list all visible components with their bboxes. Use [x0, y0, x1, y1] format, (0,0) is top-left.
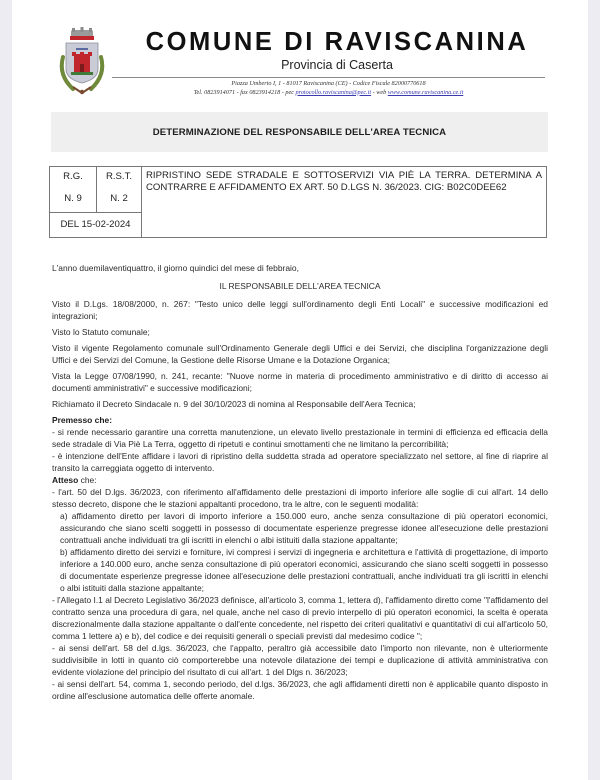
- website-link[interactable]: www.comune.raviscanina.ce.it: [387, 88, 464, 96]
- rst-cell: [97, 167, 142, 213]
- rg-cell: [50, 167, 97, 213]
- visto-regolamento: Visto il vigente Regolamento comunale sull'Ordinamento Generale degli Uffici e dei Servizi, che disciplina l'organizzazione degli Uffici e dei Servizi del Comune, la Gestione delle Risorse Umane e la Dotazione Organica;: [52, 343, 548, 365]
- determination-banner: [51, 112, 548, 152]
- rst-number: N. 2: [110, 193, 128, 204]
- premesso-heading: Premesso che:: [52, 415, 113, 425]
- municipality-title: COMUNE DI RAVISCANINA: [145, 28, 529, 56]
- responsible-heading: IL RESPONSABILE DELL'AREA TECNICA: [219, 281, 381, 291]
- atteso-item: - l'art. 50 del D.lgs. 36/2023, con riferimento all'affidamento delle prestazioni di importo inferiore alle soglie di cui all'art. 14 dello stesso decreto, dispone che le stazioni appaltanti procedono, tra le altre, con le seguenti modalità:: [52, 487, 548, 509]
- pec-link[interactable]: protocollo.raviscanina@pec.it: [295, 88, 372, 96]
- atteso-item: - l'Allegato I.1 al Decreto Legislativo 36/2023 definisce, all'articolo 3, comma 1, lettera d), l'affidamento diretto come "l'affidamento del contratto senza una procedura di gara, nel quale, anche nel caso di previo interpello di più operatori economici, la scelta è operata discrezionalmente dalla stazione appaltante o dall'ente concedente, nel rispetto dei criteri qualitativi e quantitativi di cui all'articolo 50, comma 1 lettere a) e b), del codice e dei requisiti generali o speciali previsti dal medesimo codice ";: [52, 595, 548, 641]
- address-line: Piazza Umberto I, 1 - 81017 Raviscanina (CE) - Codice Fiscale 82000770618: [231, 80, 426, 87]
- coat-of-arms-icon: [55, 27, 109, 99]
- rst-label: R.S.T.: [105, 171, 133, 182]
- header-divider: [112, 77, 545, 78]
- vista-legge-241: Vista la Legge 07/08/1990, n. 241, recante: "Nuove norme in materia di procedimento amministrativo e di diritto di accesso ai documenti amministrativi" e successive modificazioni;: [52, 371, 548, 393]
- atteso-heading: [52, 474, 548, 486]
- atteso-item: - ai sensi dell'art. 54, comma 1, secondo periodo, del d.lgs. 36/2023, che agli affidamenti diretti non è applicabile quanto disposto in ordine all'esclusione automatica delle offerte anomale.: [52, 679, 548, 701]
- header-address-block: [112, 80, 545, 98]
- contact-line: [112, 89, 545, 98]
- date-cell: DEL 15-02-2024: [50, 213, 142, 237]
- atteso-item: - ai sensi dell'art. 58 del d.lgs. 36/2023, che l'appalto, peraltro già accessibile dato l'importo non rilevante, non è ulteriormente suddivisibile in lotti in quanto ciò comporterebbe una notevole dilatazione dei tempi e duplicazione di attività amministrativa con evidente violazione del principio del risultato di cui all'art. 1 del Dlgs n. 36/2023;: [52, 643, 548, 677]
- rg-number: N. 9: [64, 193, 82, 204]
- opening-line: L'anno duemilaventiquattro, il giorno quindici del mese di febbraio,: [52, 263, 299, 273]
- contact-prefix: Tel. 0823914071 - fax 0823914218 - pec: [193, 88, 296, 96]
- atteso-bold: Atteso: [52, 475, 79, 485]
- richiamato-decreto: Richiamato il Decreto Sindacale n. 9 del 30/10/2023 di nomina al Responsabile dell'Aera Tecnica;: [52, 399, 416, 409]
- document-page: [12, 0, 588, 780]
- subject-cell: RIPRISTINO SEDE STRADALE E SOTTOSERVIZI VIA PIÈ LA TERRA. DETERMINA A CONTRARRE E AFFIDAMENTO EX ART. 50 D.LGS N. 36/2023. CIG: B02C0DEE62: [146, 170, 542, 193]
- premesso-item: - è intenzione dell'Ente affidare i lavori di ripristino della suddetta strada ad operatore specializzato nel settore, al fine di riaprire al transito la carreggiata oggetto di intervento.: [52, 451, 548, 473]
- province-subtitle: Provincia di Caserta: [281, 58, 393, 72]
- atteso-subitem-b: b) affidamento diretto dei servizi e forniture, ivi compresi i servizi di ingegneria e architettura e l'attività di progettazione, di importo inferiore a 140.000 euro, anche senza consultazione di più operatori economici, assicurando che siano scelti soggetti in possesso di documentate esperienze pregresse idonee all'esecuzione delle prestazioni contrattuali, anche individuati tra gli iscritti in elenchi o albi istituiti dalla stazione appaltante;: [60, 547, 548, 593]
- atteso-subitem-a: a) affidamento diretto per lavori di importo inferiore a 150.000 euro, anche senza consultazione di più operatori economici, assicurando che siano scelti soggetti in possesso di documentate esperienze pregresse idonee all'esecuzione delle prestazioni contrattuali anche individuati tra gli iscritti in elenchi o albi istituiti dalla stazione appaltante;: [60, 511, 548, 545]
- web-prefix: - web: [371, 88, 388, 96]
- visto-tuel: Visto il D.Lgs. 18/08/2000, n. 267: "Testo unico delle leggi sull'ordinamento degli Enti Locali" e successive modificazioni ed integrazioni;: [52, 299, 548, 321]
- registration-table: [49, 166, 547, 238]
- premesso-item: - si rende necessario garantire una corretta manutenzione, un elevato livello prestazionale in termini di efficienza ed efficacia della sede stradale di Via Piè La Terra, oggetto di ripetuti e continui smottamenti che ne limitano la percorribilità;: [52, 427, 548, 449]
- rg-label: R.G.: [63, 171, 83, 182]
- atteso-rest: che:: [78, 475, 97, 485]
- banner-title: DETERMINAZIONE DEL RESPONSABILE DELL'AREA TECNICA: [152, 126, 447, 138]
- visto-statuto: Visto lo Statuto comunale;: [52, 327, 150, 337]
- document-body: [52, 262, 548, 702]
